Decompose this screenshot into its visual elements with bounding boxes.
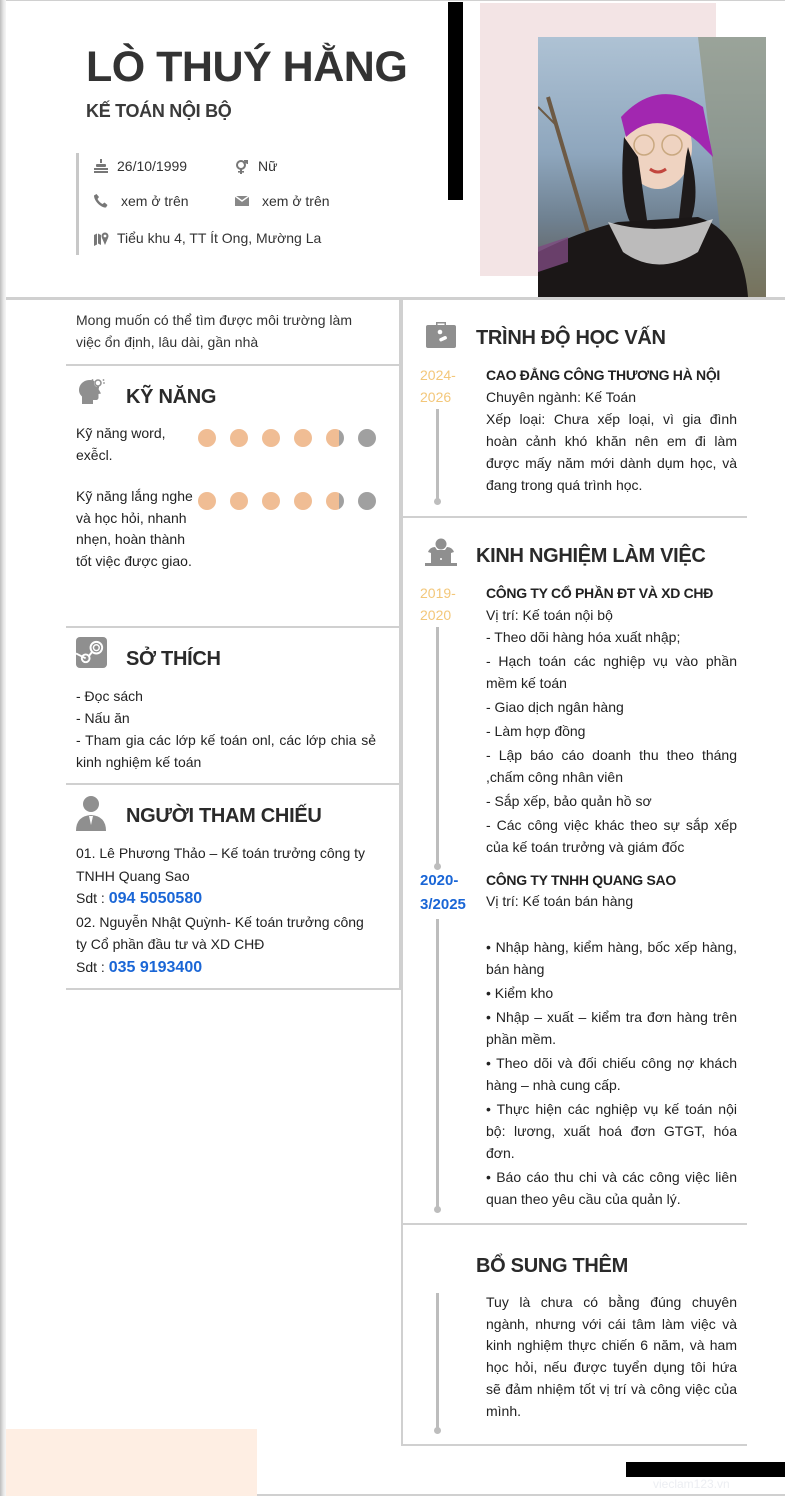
rating-dot-filled [262,492,280,510]
education-title: TRÌNH ĐỘ HỌC VẤN [476,327,666,349]
references-list [76,842,376,979]
hobbies-title: SỞ THÍCH [126,648,221,670]
section-divider [401,1444,747,1446]
candidate-name: LÒ THUÝ HẰNG [86,43,408,91]
right-column-border [401,300,403,1446]
rating-dot-filled [230,492,248,510]
profile-photo-illustration [538,37,766,297]
steam-icon [76,637,107,668]
job-duty: - Làm hợp đồng [486,723,586,739]
rating-dot-empty [358,429,376,447]
additional-details [486,1292,737,1422]
school-name: CAO ĐẲNG CÔNG THƯƠNG HÀ NỘI [486,367,721,383]
reference-text: 02. Nguyễn Nhật Quỳnh- Kế toán trưởng công ty Cổ phần đầu tư và XD CHĐ [76,913,364,952]
decorative-peach-block [6,1429,257,1496]
job-duty: - Giao dịch ngân hàng [486,699,624,715]
hobby-item: - Đọc sách [76,688,143,704]
job-duty: • Kiểm kho [486,985,554,1001]
rating-dot-filled [294,492,312,510]
year-start: 2019- [420,585,456,601]
hobby-item: - Nấu ăn [76,710,130,726]
address-value: Tiểu khu 4, TT Ít Ong, Mường La [117,230,322,246]
education-note: Xếp loại: Chưa xếp loại, vì gia đình hoàn cảnh khó khăn nên em đi làm được mấy năm mới dành dụm học, và đang trong quá trình học. [486,411,737,493]
hobbies-list [76,685,376,773]
references-title: NGƯỜI THAM CHIẾU [126,805,322,827]
additional-title: BỔ SUNG THÊM [476,1255,628,1277]
job-duty: • Nhập hàng, kiểm hàng, bốc xếp hàng, bán hàng [486,939,737,977]
year-start: 2020- [420,872,459,889]
header-divider [6,297,785,300]
cake-icon [93,158,109,174]
job-duty: - Hạch toán các nghiệp vụ vào phần mềm kế toán [486,653,737,691]
company-name: CÔNG TY CỔ PHẦN ĐT VÀ XD CHĐ [486,585,714,601]
profile-photo [538,37,766,297]
job-year [420,869,466,917]
job-position: Vị trí: Kế toán bán hàng [486,893,634,909]
email-value: xem ở trên [262,193,330,209]
section-divider [401,1223,747,1225]
job-duty: - Theo dõi hàng hóa xuất nhập; [486,629,681,645]
rating-dot-filled [198,492,216,510]
address-item [93,230,321,246]
cv-page [6,0,785,1496]
section-divider [66,364,400,366]
section-divider [66,783,400,785]
education-major: Chuyên ngành: Kế Toán [486,389,636,405]
company-name: CÔNG TY TNHH QUANG SAO [486,872,676,888]
job-duty: • Thực hiện các nghiệp vụ kế toán nội bộ: lương, xuất hoá đơn GTGT, hóa đơn. [486,1101,737,1161]
timeline-dot [434,1427,441,1434]
phone-icon [93,193,109,209]
rating-dot-filled [294,429,312,447]
gender-icon [234,158,250,174]
reference-text: 01. Lê Phương Thảo – Kế toán trưởng công ty TNHH Quang Sao [76,845,366,884]
person-icon [76,795,106,831]
rating-dot-filled [262,429,280,447]
reference-item [76,911,376,980]
reference-phone-line [76,887,376,911]
rating-dot-filled [198,429,216,447]
job-details [486,890,737,1212]
job-duty: • Nhập – xuất – kiểm tra đơn hàng trên phần mềm. [486,1009,737,1047]
mail-icon [234,193,250,209]
year-start: 2024- [420,367,456,383]
skill-rating [198,429,376,447]
timeline-dot [434,498,441,505]
job-duty: • Theo dõi và đối chiếu công nợ khách hàng – nhà cung cấp. [486,1055,737,1093]
personal-info [76,153,416,255]
education-year [420,364,456,408]
reference-phone[interactable]: 094 5050580 [108,890,203,907]
year-end: 2026 [420,389,452,405]
job-year [420,582,456,626]
worker-laptop-icon [425,538,457,566]
rating-dot-partial [326,429,344,447]
timeline-line [436,919,439,1208]
year-end: 3/2025 [420,896,466,913]
map-pin-icon [93,230,109,246]
job-duty: • Báo cáo thu chi và các công việc liên quan theo yêu cầu của quản lý. [486,1169,737,1207]
reference-item [76,842,376,911]
phone-item [93,193,189,209]
reference-phone[interactable]: 035 9193400 [108,958,203,976]
experience-title: KINH NGHIỆM LÀM VIỆC [476,545,706,567]
rating-dot-partial [326,492,344,510]
decorative-black-bar [448,2,463,200]
reference-phone-line [76,956,376,980]
rating-dot-empty [358,492,376,510]
year-end: 2020 [420,607,452,623]
decorative-footer-bar [626,1462,785,1477]
phone-label: Sdt : [76,958,109,975]
gender-value: Nữ [258,158,278,174]
section-divider [66,988,400,990]
hobby-item: - Tham gia các lớp kế toán onl, các lớp chia sẻ kinh nghiệm kế toán [76,732,376,770]
timeline-dot [434,1206,441,1213]
skill-rating [198,492,376,510]
job-title: KẾ TOÁN NỘI BỘ [86,101,232,121]
job-duty: - Các công việc khác theo sự sắp xếp của kế toán trưởng và giám đốc [486,817,737,855]
job-duty: - Sắp xếp, bảo quản hồ sơ [486,793,652,809]
section-divider [401,516,747,518]
additional-text: Tuy là chưa có bằng đúng chuyên ngành, nhưng với cái tâm làm việc và kinh nghiệm thực chiến 6 năm, và ham học hỏi, nếu được tuyển dụng tôi hứa sẽ đảm nhiệm tốt vị trí và công việc của mình. [486,1294,737,1419]
phone-value: xem ở trên [121,193,189,209]
skill-head-icon [76,375,108,407]
timeline-line [436,627,439,864]
birthday-value: 26/10/1999 [117,158,188,174]
skill-label: Kỹ năng word, exễcl. [76,425,166,463]
phone-label: Sdt : [76,890,109,906]
gender-item [234,158,277,174]
rating-dot-filled [230,429,248,447]
job-position: Vị trí: Kế toán nội bộ [486,607,613,623]
section-divider [66,626,400,628]
birthday-item [93,158,187,174]
timeline-line [436,1293,439,1430]
email-item [234,193,330,209]
skill-label: Kỹ năng lắng nghe và học hỏi, nhanh nhẹn, hoàn thành tốt việc được giao. [76,488,193,569]
watermark: vieclam123.vn [653,1477,730,1491]
skills-title: KỸ NĂNG [126,386,217,408]
job-duty: - Lập báo cáo doanh thu theo tháng ,chấm công nhân viên [486,747,737,785]
education-details [486,386,737,496]
career-objective: Mong muốn có thể tìm được môi trường làm việc ổn định, lâu dài, gần nhà [76,312,352,350]
job-details [486,604,737,860]
timeline-line [436,409,439,499]
briefcase-icon [426,319,456,349]
